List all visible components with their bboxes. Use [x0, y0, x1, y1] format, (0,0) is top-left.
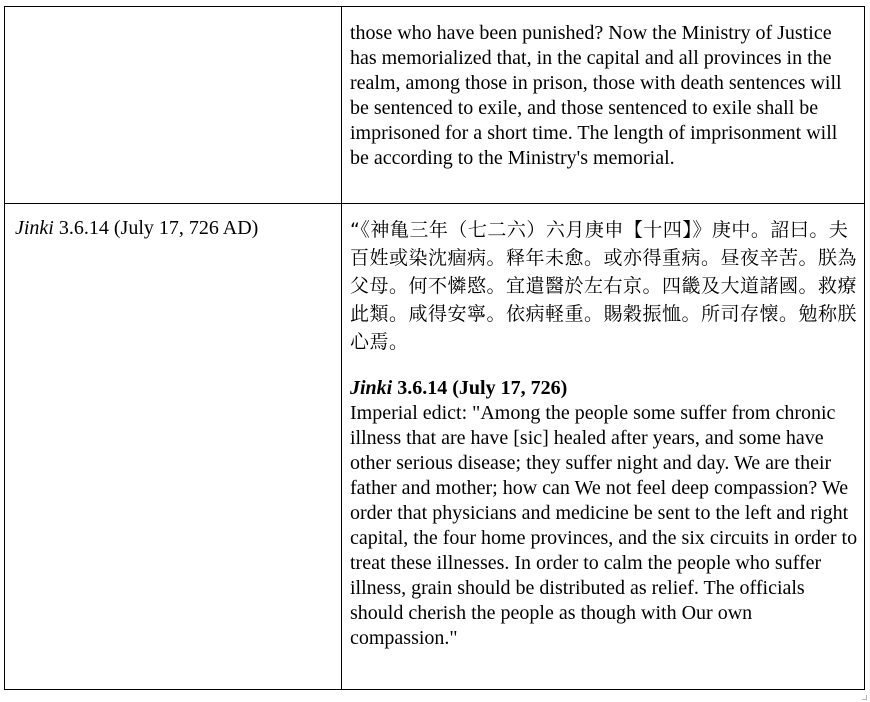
- table-row: [5, 204, 865, 690]
- heading-era: Jinki: [350, 377, 393, 399]
- row1-right-cell: [342, 7, 865, 204]
- page-corner-mark: [862, 695, 867, 700]
- paragraph-gap: [350, 356, 858, 376]
- row2-content: [342, 204, 864, 651]
- translation-heading: [350, 376, 858, 401]
- date-value: 3.6.14 (July 17, 726 AD): [53, 217, 259, 239]
- row2-left-cell: [5, 204, 342, 690]
- table-row: [5, 7, 865, 204]
- row2-right-cell: [342, 204, 865, 690]
- date-label: [5, 204, 341, 241]
- original-chinese-text: “《神亀三年（七二六）六月庚申【十四】》庚中。詔曰。夫百姓或染沈痼病。释年未愈。或亦得重病。昼夜辛苦。朕為父母。何不憐愍。宜遣醫於左右京。四畿及大道諸國。救療此類。咸得安寧。依病軽重。賜穀振恤。所司存懐。勉称朕心焉。: [350, 219, 858, 353]
- row1-translation-text: those who have been punished? Now the Ministry of Justice has memorialized that, in the capital and all provinces in the realm, among those in prison, those with death sentences will be sentenced to exile, and those sentenced to exile shall be imprisoned for a short time. The length of imprisonment will be according to the Ministry's memorial.: [350, 22, 842, 169]
- document-table: [4, 6, 865, 690]
- translation-text: Imperial edict: "Among the people some suffer from chronic illness that are have [sic] healed after years, and some have other serious disease; they suffer night and day. We are their father and mother; how can We not feel deep compassion? We order that physicians and medicine be sent to the left and right capital, the four home provinces, and the six circuits in order to treat these illnesses. In order to calm the people who suffer illness, grain should be distributed as relief. The officials should cherish the people as though with Our own compassion.": [350, 402, 858, 649]
- date-era: Jinki: [15, 217, 54, 239]
- row1-left-text: [5, 7, 341, 19]
- heading-date: 3.6.14 (July 17, 726): [392, 377, 568, 399]
- row1-left-cell: [5, 7, 342, 204]
